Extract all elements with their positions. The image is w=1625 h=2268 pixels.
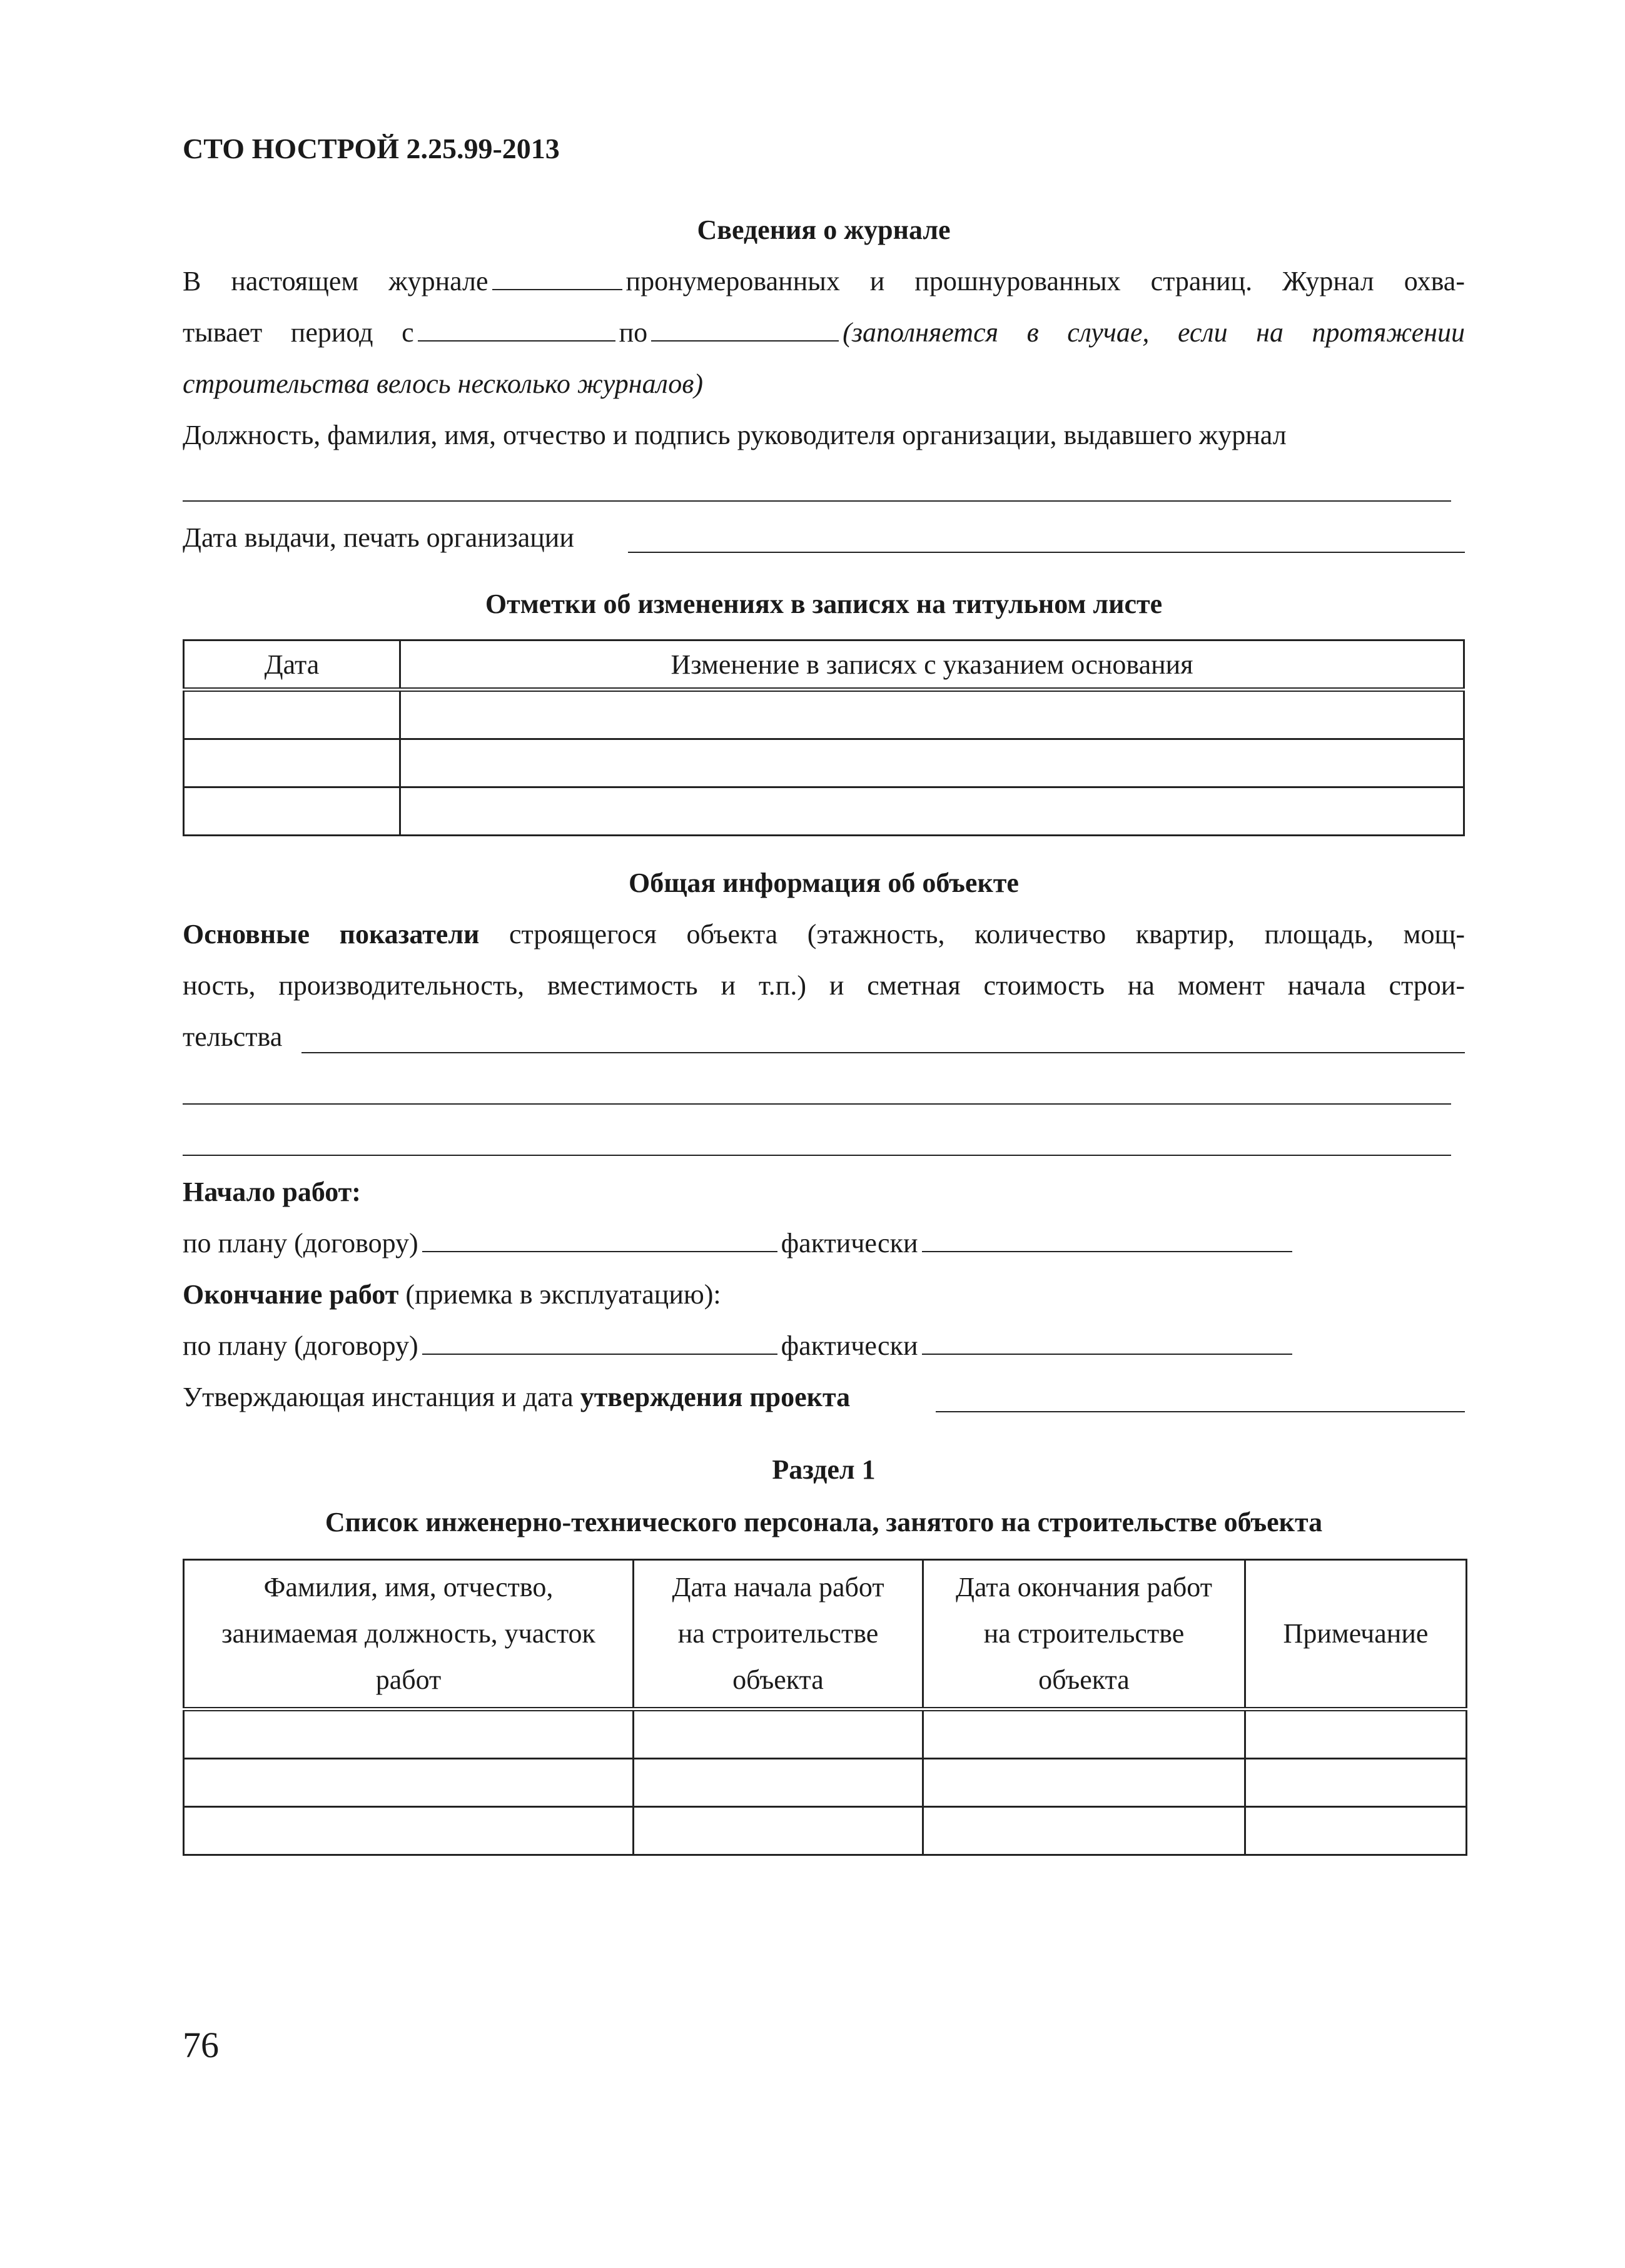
table-row: [184, 1759, 1467, 1807]
start-plan-label: по плану (договору): [183, 1228, 418, 1258]
journal-paragraph-line2: [183, 314, 1465, 352]
end-dates-row: [183, 1327, 1296, 1365]
general-text-bold: Основные показатели: [183, 919, 480, 949]
table-row: [184, 787, 1464, 836]
general-heading: Общая информация об объекте: [629, 868, 1019, 898]
start-heading: Начало работ:: [183, 1177, 361, 1207]
general-text-1: строящегося объекта (этажность, количество квартир, площадь, мощ-: [509, 919, 1465, 949]
section-title: Список инженерно-технического персонала, занятого на строительстве объекта: [325, 1507, 1323, 1537]
approval-label: Утверждающая инстанция и дата: [183, 1382, 574, 1412]
col-header-line: на строительстве: [983, 1618, 1185, 1649]
section-label: Раздел 1: [772, 1454, 876, 1485]
table-cell[interactable]: [923, 1709, 1245, 1759]
staff-col-start: [634, 1560, 923, 1709]
col-header-line: работ: [375, 1664, 442, 1695]
table-row: [184, 690, 1464, 739]
end-heading: Окончание работ: [183, 1279, 399, 1310]
approval-row: [183, 1379, 850, 1416]
issue-date-blank[interactable]: [628, 552, 1465, 553]
col-header-line: объекта: [732, 1664, 824, 1695]
journal-text-2c: (заполняется в случае, если на протяжении: [843, 317, 1465, 348]
changes-header-row: [184, 640, 1464, 690]
end-plan-label: по плану (договору): [183, 1330, 418, 1361]
table-cell[interactable]: [184, 690, 400, 739]
table-cell[interactable]: [400, 690, 1464, 739]
journal-paragraph-line3: строительства велось несколько журналов): [183, 368, 704, 399]
changes-col-change: Изменение в записях с указанием основания: [400, 640, 1464, 690]
end-actual-label: фактически: [781, 1330, 918, 1361]
indicators-blank-3[interactable]: [183, 1155, 1451, 1156]
col-header-line: на строительстве: [677, 1618, 879, 1649]
end-actual-blank[interactable]: [922, 1327, 1292, 1355]
start-plan-blank[interactable]: [422, 1225, 777, 1252]
journal-heading: Сведения о журнале: [697, 215, 951, 245]
table-cell[interactable]: [184, 739, 400, 787]
issue-date-label: Дата выдачи, печать организации: [183, 522, 574, 553]
table-cell[interactable]: [184, 1709, 634, 1759]
table-cell[interactable]: [634, 1759, 923, 1807]
journal-text-2b: по: [619, 317, 648, 348]
col-header-line: объекта: [1038, 1664, 1130, 1695]
table-cell[interactable]: [923, 1807, 1245, 1855]
general-paragraph-line2: ность, производительность, вместимость и т.п.) и сметная стоимость на момент начала строи-: [183, 970, 1465, 1001]
table-cell[interactable]: [923, 1759, 1245, 1807]
manager-signature-blank[interactable]: [183, 500, 1451, 502]
changes-col-date: Дата: [184, 640, 400, 690]
indicators-blank-1[interactable]: [301, 1052, 1465, 1053]
staff-table: [183, 1559, 1467, 1856]
table-cell[interactable]: [1245, 1807, 1467, 1855]
journal-text-1b: пронумерованных и прошнурованных страниц. Журнал охва-: [625, 266, 1465, 296]
start-actual-blank[interactable]: [922, 1225, 1292, 1252]
journal-text-1a: В настоящем журнале: [183, 266, 489, 296]
col-header-line: Дата окончания работ: [956, 1572, 1212, 1602]
changes-heading: Отметки об изменениях в записях на титульном листе: [485, 589, 1163, 619]
issue-date-row: [183, 519, 574, 557]
document-code: СТО НОСТРОЙ 2.25.99-2013: [183, 133, 560, 165]
col-header-line: Дата начала работ: [672, 1572, 884, 1602]
col-header-line: занимаемая должность, участок: [221, 1618, 595, 1649]
table-row: [184, 739, 1464, 787]
staff-col-end: [923, 1560, 1245, 1709]
pages-count-blank[interactable]: [492, 263, 622, 290]
approval-label-bold: утверждения проекта: [580, 1382, 851, 1412]
end-plan-blank[interactable]: [422, 1327, 777, 1355]
staff-col-name: [184, 1560, 634, 1709]
table-cell[interactable]: [634, 1807, 923, 1855]
end-heading-note: (приемка в эксплуатацию):: [405, 1279, 721, 1310]
staff-header-row: [184, 1560, 1467, 1709]
table-cell[interactable]: [184, 787, 400, 836]
start-dates-row: [183, 1225, 1296, 1262]
journal-paragraph-line1: [183, 263, 1465, 300]
table-cell[interactable]: [1245, 1759, 1467, 1807]
approval-blank[interactable]: [936, 1411, 1465, 1412]
period-to-blank[interactable]: [651, 314, 839, 342]
col-header-line: Примечание: [1283, 1618, 1429, 1649]
indicators-blank-2[interactable]: [183, 1103, 1451, 1105]
col-header-line: Фамилия, имя, отчество,: [263, 1572, 554, 1602]
journal-paragraph-line4: Должность, фамилия, имя, отчество и подпись руководителя организации, выдавшего журнал: [183, 420, 1287, 450]
table-cell[interactable]: [400, 739, 1464, 787]
staff-col-note: [1245, 1560, 1467, 1709]
general-paragraph-line3: тельства: [183, 1021, 283, 1052]
start-actual-label: фактически: [781, 1228, 918, 1258]
table-cell[interactable]: [1245, 1709, 1467, 1759]
page-number: 76: [183, 2025, 219, 2065]
period-from-blank[interactable]: [418, 314, 615, 342]
table-cell[interactable]: [400, 787, 1464, 836]
table-cell[interactable]: [634, 1709, 923, 1759]
changes-table: [183, 639, 1465, 836]
table-row: [184, 1709, 1467, 1759]
table-row: [184, 1807, 1467, 1855]
table-cell[interactable]: [184, 1807, 634, 1855]
end-heading-row: [183, 1276, 721, 1314]
table-cell[interactable]: [184, 1759, 634, 1807]
journal-text-2a: тывает период с: [183, 317, 414, 348]
general-paragraph-line1: [183, 916, 1465, 953]
